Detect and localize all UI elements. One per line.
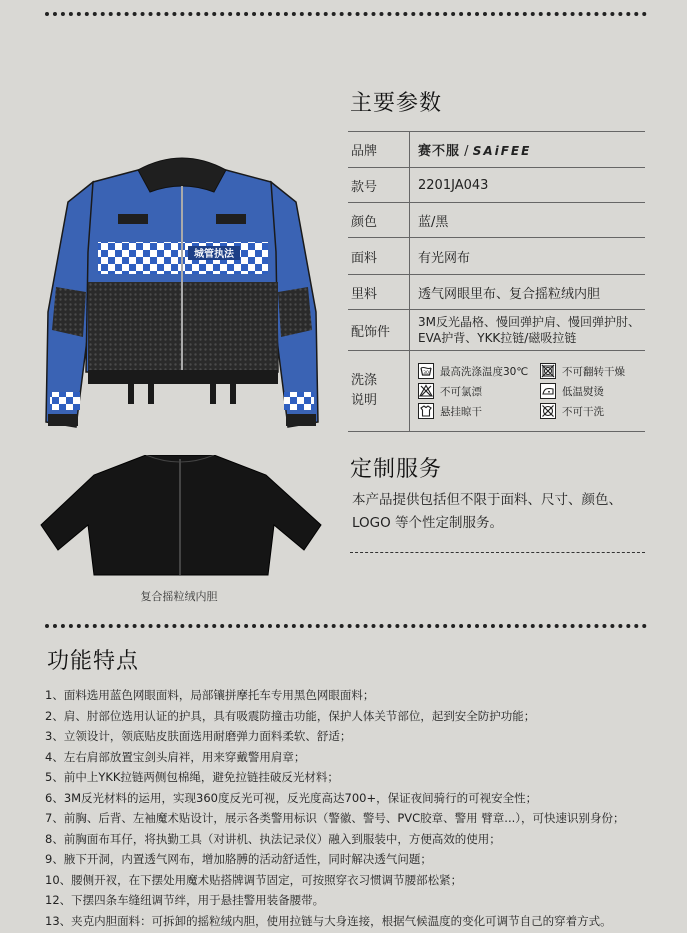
wash-item-text: 悬挂晾干 (440, 405, 482, 418)
param-value (410, 310, 646, 351)
param-row-lining (348, 275, 645, 310)
accessories-line-2: EVA护背、YKK拉链/磁吸拉链 (418, 331, 577, 345)
param-label: 品牌 (348, 132, 410, 168)
feature-item: 5、前中上YKK拉链两侧包棉绳，避免拉链挂破反光材料； (45, 770, 339, 784)
feature-item: 4、左右肩部放置宝剑头肩袢，用来穿戴警用肩章； (45, 749, 306, 764)
param-row-accessories (348, 310, 645, 351)
top-divider (45, 12, 647, 16)
wash-item (418, 363, 540, 379)
param-value: 透气网眼里布、复合摇粒绒内胆 (410, 275, 646, 310)
feature-item: 7、前胸、后背、左袖魔术贴设计，展示各类警用标识（警徽、警号、PVC胶章、警用 臂章...），可快速识别身份； (45, 811, 625, 825)
wash-item (540, 383, 640, 399)
no-dry-clean-icon (540, 403, 556, 419)
feature-item: 10、腰侧开衩，在下摆处用魔术贴搭牌调节固定，可按照穿衣习惯调节腰部松紧； (45, 872, 463, 887)
wash-item (540, 363, 640, 379)
feature-item: 1、面料选用蓝色网眼面料，局部镶拼摩托车专用黑色网眼面料； (45, 688, 375, 702)
wash-item (418, 403, 540, 419)
brand-en: SAiFEE (472, 144, 532, 158)
wash-30-icon (418, 363, 434, 379)
brand-logo (410, 132, 646, 168)
custom-line-2: LOGO 等个性定制服务。 (352, 515, 504, 531)
features-list (45, 685, 675, 931)
custom-line-1: 本产品提供包括但不限于面料、尺寸、颜色、 (352, 492, 622, 508)
wash-item-text: 不可翻转干燥 (562, 365, 625, 378)
wash-item (540, 403, 640, 419)
param-label (348, 351, 410, 432)
feature-item: 6、3M反光材料的运用，实现360度反光可视，反光度高达700+，保证夜间骑行的可视安全性； (45, 790, 538, 805)
wash-item-text: 不可干洗 (562, 405, 604, 418)
param-row-brand (348, 132, 645, 168)
feature-item: 13、夹克内胆面料：可拆卸的摇粒绒内胆，使用拉链与大身连接，根据气候温度的变化可调节自己的穿着方式。 (45, 913, 612, 928)
feature-item: 8、前胸面布耳仔，将执勤工具（对讲机、执法记录仪）融入到服装中，方便高效的使用； (45, 831, 501, 846)
custom-title: 定制服务 (350, 457, 443, 482)
wash-item-text: 不可氯漂 (440, 385, 482, 398)
svg-text:30: 30 (423, 371, 429, 376)
features-divider (45, 624, 647, 628)
wash-label-line-1: 洗涤 (351, 373, 378, 388)
no-bleach-icon (418, 383, 434, 399)
wash-instructions (410, 351, 646, 432)
param-label: 里料 (348, 275, 410, 310)
param-value: 2201JA043 (410, 168, 646, 203)
params-title: 主要参数 (350, 91, 443, 116)
low-iron-icon (540, 383, 556, 399)
wash-label-line-2: 说明 (351, 393, 378, 408)
param-label: 颜色 (348, 203, 410, 238)
liner-caption: 复合摇粒绒内胆 (140, 590, 218, 603)
param-row-color (348, 203, 645, 238)
feature-item: 9、腋下开洞，内置透气网布，增加胳膊的活动舒适性，同时解决透气问题； (45, 852, 432, 866)
no-tumble-dry-icon (540, 363, 556, 379)
feature-item: 3、立领设计，领底贴皮肤面选用耐磨弹力面料柔软、舒适； (45, 729, 352, 743)
features-title: 功能特点 (47, 649, 140, 674)
feature-item: 12、下摆四条车缝纽调节绊，用于悬挂警用装备腰带。 (45, 893, 325, 907)
wash-item-text: 低温熨烫 (562, 385, 604, 398)
custom-description (352, 489, 652, 535)
feature-item: 2、肩、肘部位选用认证的护具，具有吸震防撞击功能，保护人体关节部位，起到安全防护功能； (45, 708, 536, 723)
liner-illustration (36, 455, 326, 580)
param-row-wash (348, 351, 645, 432)
jacket-badge-text: 城管执法 (194, 249, 234, 260)
param-label: 面料 (348, 238, 410, 275)
param-row-model (348, 168, 645, 203)
brand-cn: 赛不服 (418, 144, 461, 159)
custom-divider (350, 552, 645, 553)
param-value: 有光网布 (410, 238, 646, 275)
param-label: 款号 (348, 168, 410, 203)
param-row-fabric (348, 238, 645, 275)
hang-dry-icon (418, 403, 434, 419)
param-label: 配饰件 (348, 310, 410, 351)
jacket-illustration (38, 152, 326, 452)
wash-item-text: 最高洗涤温度30℃ (440, 365, 529, 378)
accessories-line-1: 3M反光晶格、慢回弹护肩、慢回弹护肘、 (418, 315, 640, 329)
param-value: 蓝/黑 (410, 203, 646, 238)
brand-separator: / (464, 144, 469, 159)
params-table (348, 131, 645, 432)
wash-item (418, 383, 540, 399)
